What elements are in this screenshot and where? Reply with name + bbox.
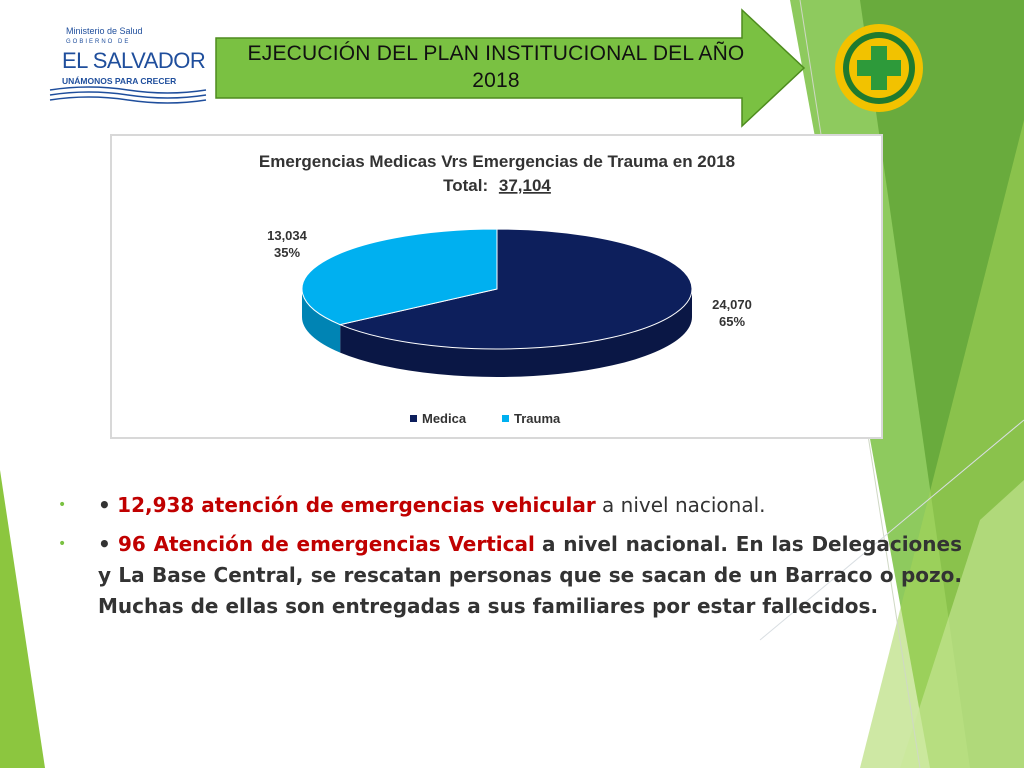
page-title: [220, 40, 772, 94]
chart-total-value: 37,104: [498, 176, 551, 195]
logo-waves-icon: [48, 84, 208, 106]
bullet-marker: •: [58, 497, 67, 513]
bullet-dot: •: [98, 493, 111, 517]
logo-slogan-text: UNÁMONOS PARA CRECER: [62, 76, 177, 86]
title-line-1: EJECUCIÓN DEL PLAN INSTITUCIONAL DEL AÑO: [247, 42, 745, 65]
legend-swatch-medica: [410, 415, 417, 422]
pie-chart-svg: [112, 136, 881, 437]
title-line-2: 2018: [472, 69, 520, 92]
chart-legend: [410, 411, 561, 426]
bullet-text: a nivel nacional.: [602, 493, 766, 517]
bullet-list: [58, 490, 962, 630]
logo-gobierno-text: GOBIERNO DE: [66, 39, 131, 45]
bullet-text: a nivel nacional. En las Delegaciones y La Base Central, se rescatan personas que se sacan de un Barraco o pozo. Muchas de ellas son entregadas a sus familiares por estar fallecidos.: [98, 532, 962, 618]
data-label-value-trauma: 13,034: [267, 228, 307, 243]
bullet-dot: •: [98, 532, 111, 556]
legend-label-medica: Medica: [422, 411, 467, 426]
data-label-percent-medica: 65%: [718, 314, 746, 329]
data-label-value-medica: 24,070: [712, 297, 752, 312]
logo-ministry-text: Ministerio de Salud: [66, 26, 143, 36]
bullet-highlight: 96 Atención de emergencias Vertical: [117, 532, 535, 556]
chart-title: Emergencias Medicas Vrs Emergencias de Trauma en 2018: [258, 152, 736, 171]
legend-label-trauma: Trauma: [514, 411, 561, 426]
data-label-percent-trauma: 35%: [273, 245, 301, 260]
bullet-item-vertical: [58, 529, 962, 622]
pie-chart: [110, 134, 883, 439]
bullet-highlight: 12,938 atención de emergencias vehicular: [117, 493, 596, 517]
logo-country-text: EL SALVADOR: [62, 48, 206, 73]
chart-total-label: Total:: [443, 176, 489, 195]
pie-slices: [302, 229, 692, 377]
chart-total: [443, 176, 551, 195]
green-cross-badge-icon: [833, 22, 925, 114]
bullet-marker: •: [58, 536, 67, 552]
ministry-logo: [48, 24, 208, 106]
bullet-item-vehicular: [58, 490, 962, 521]
legend-swatch-trauma: [502, 415, 509, 422]
